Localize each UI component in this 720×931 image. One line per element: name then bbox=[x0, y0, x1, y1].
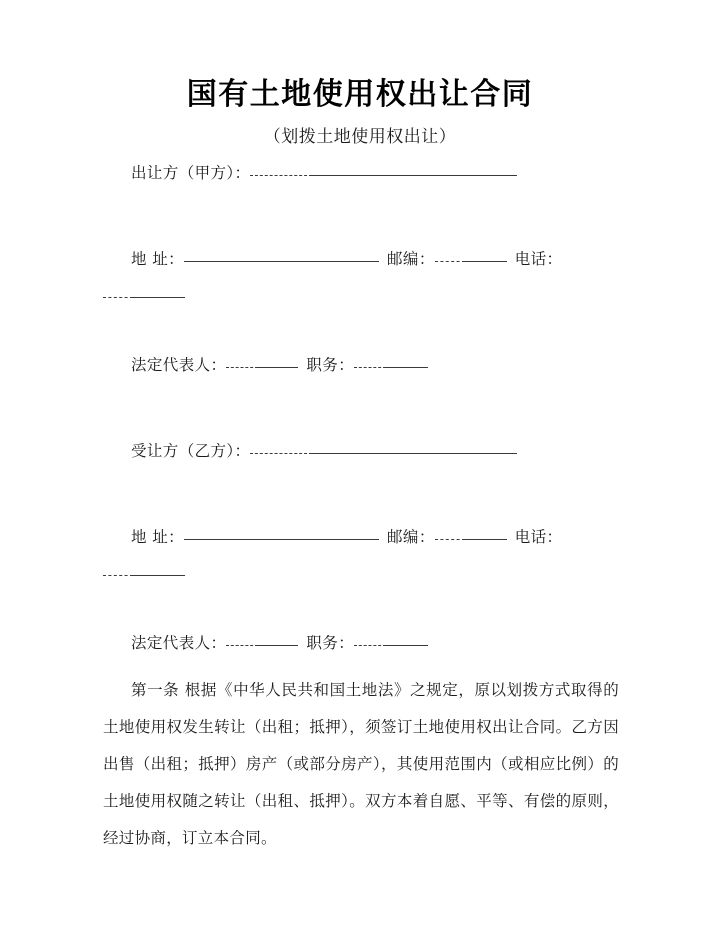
transferor-phone-label: 电话： bbox=[514, 250, 563, 268]
transferor-party-blank-solid[interactable] bbox=[312, 175, 517, 176]
transferor-zip-blank-solid[interactable] bbox=[465, 261, 507, 262]
transferee-party-row bbox=[103, 438, 618, 464]
spacer bbox=[103, 308, 618, 352]
transferor-zip-blank-dashed[interactable] bbox=[435, 261, 465, 262]
transferor-phone-blank-solid[interactable] bbox=[133, 297, 185, 298]
transferor-legal-rep-label: 法定代表人： bbox=[131, 356, 227, 374]
transferee-legal-rep-label: 法定代表人： bbox=[131, 634, 227, 652]
transferor-address-label: 地 址： bbox=[131, 250, 185, 268]
article-1-paragraph: 第一条 根据《中华人民共和国土地法》之规定，原以划拨方式取得的土地使用权发生转让（出租；抵押），须签订土地使用权出让合同。乙方因出售（出租；抵押）房产（或部分房产），其使用范围内（或相应比例）的土地使用权随之转让（出租、抵押）。双方本着自愿、平等、有偿的原则，经过协商，订立本合同。 bbox=[103, 681, 619, 847]
transferee-zip-blank-solid[interactable] bbox=[465, 539, 507, 540]
transferor-party-blank-dashed[interactable] bbox=[250, 175, 312, 176]
transferor-party-row bbox=[103, 160, 618, 186]
transferor-address-blank[interactable] bbox=[184, 261, 379, 262]
transferor-legal-rep-row bbox=[103, 352, 618, 378]
transferor-zip-label: 邮编： bbox=[387, 250, 435, 268]
page-title: 国有土地使用权出让合同 bbox=[186, 77, 534, 112]
transferee-legal-rep-blank-solid[interactable] bbox=[258, 645, 298, 646]
transferor-position-label: 职务： bbox=[306, 356, 355, 374]
transferee-zip-label: 邮编： bbox=[387, 528, 435, 546]
transferee-zip-blank-dashed[interactable] bbox=[435, 539, 465, 540]
transferor-phone-blank-row bbox=[103, 282, 618, 308]
transferee-phone-label: 电话： bbox=[514, 528, 563, 546]
transferee-address-blank[interactable] bbox=[184, 539, 379, 540]
transferor-address-row bbox=[103, 246, 618, 272]
transferee-position-label: 职务： bbox=[306, 634, 355, 652]
transferee-position-blank-solid[interactable] bbox=[386, 645, 428, 646]
transferor-phone-blank-dashed[interactable] bbox=[103, 297, 133, 298]
transferee-party-blank-dashed[interactable] bbox=[250, 453, 312, 454]
transferor-legal-rep-blank-dashed[interactable] bbox=[226, 367, 258, 368]
transferee-phone-blank-solid[interactable] bbox=[133, 575, 185, 576]
transferee-address-row bbox=[103, 524, 618, 550]
transferee-legal-rep-row bbox=[103, 630, 618, 656]
transferee-legal-rep-blank-dashed[interactable] bbox=[226, 645, 258, 646]
transferor-position-blank-solid[interactable] bbox=[386, 367, 428, 368]
spacer bbox=[103, 378, 618, 438]
spacer bbox=[103, 186, 618, 246]
transferee-position-blank-dashed[interactable] bbox=[354, 645, 386, 646]
transferor-position-blank-dashed[interactable] bbox=[354, 367, 386, 368]
transferee-address-label: 地 址： bbox=[131, 528, 185, 546]
transferee-party-blank-solid[interactable] bbox=[312, 453, 517, 454]
transferee-phone-blank-dashed[interactable] bbox=[103, 575, 133, 576]
page-subtitle: （划拨土地使用权出让） bbox=[263, 127, 457, 147]
transferee-phone-blank-row bbox=[103, 560, 618, 586]
transferor-party-label: 出让方（甲方）： bbox=[131, 164, 251, 182]
spacer bbox=[103, 586, 618, 630]
spacer bbox=[103, 464, 618, 524]
transferee-party-label: 受让方（乙方）： bbox=[131, 442, 251, 460]
transferor-legal-rep-blank-solid[interactable] bbox=[258, 367, 298, 368]
contract-parties-section bbox=[103, 160, 618, 656]
